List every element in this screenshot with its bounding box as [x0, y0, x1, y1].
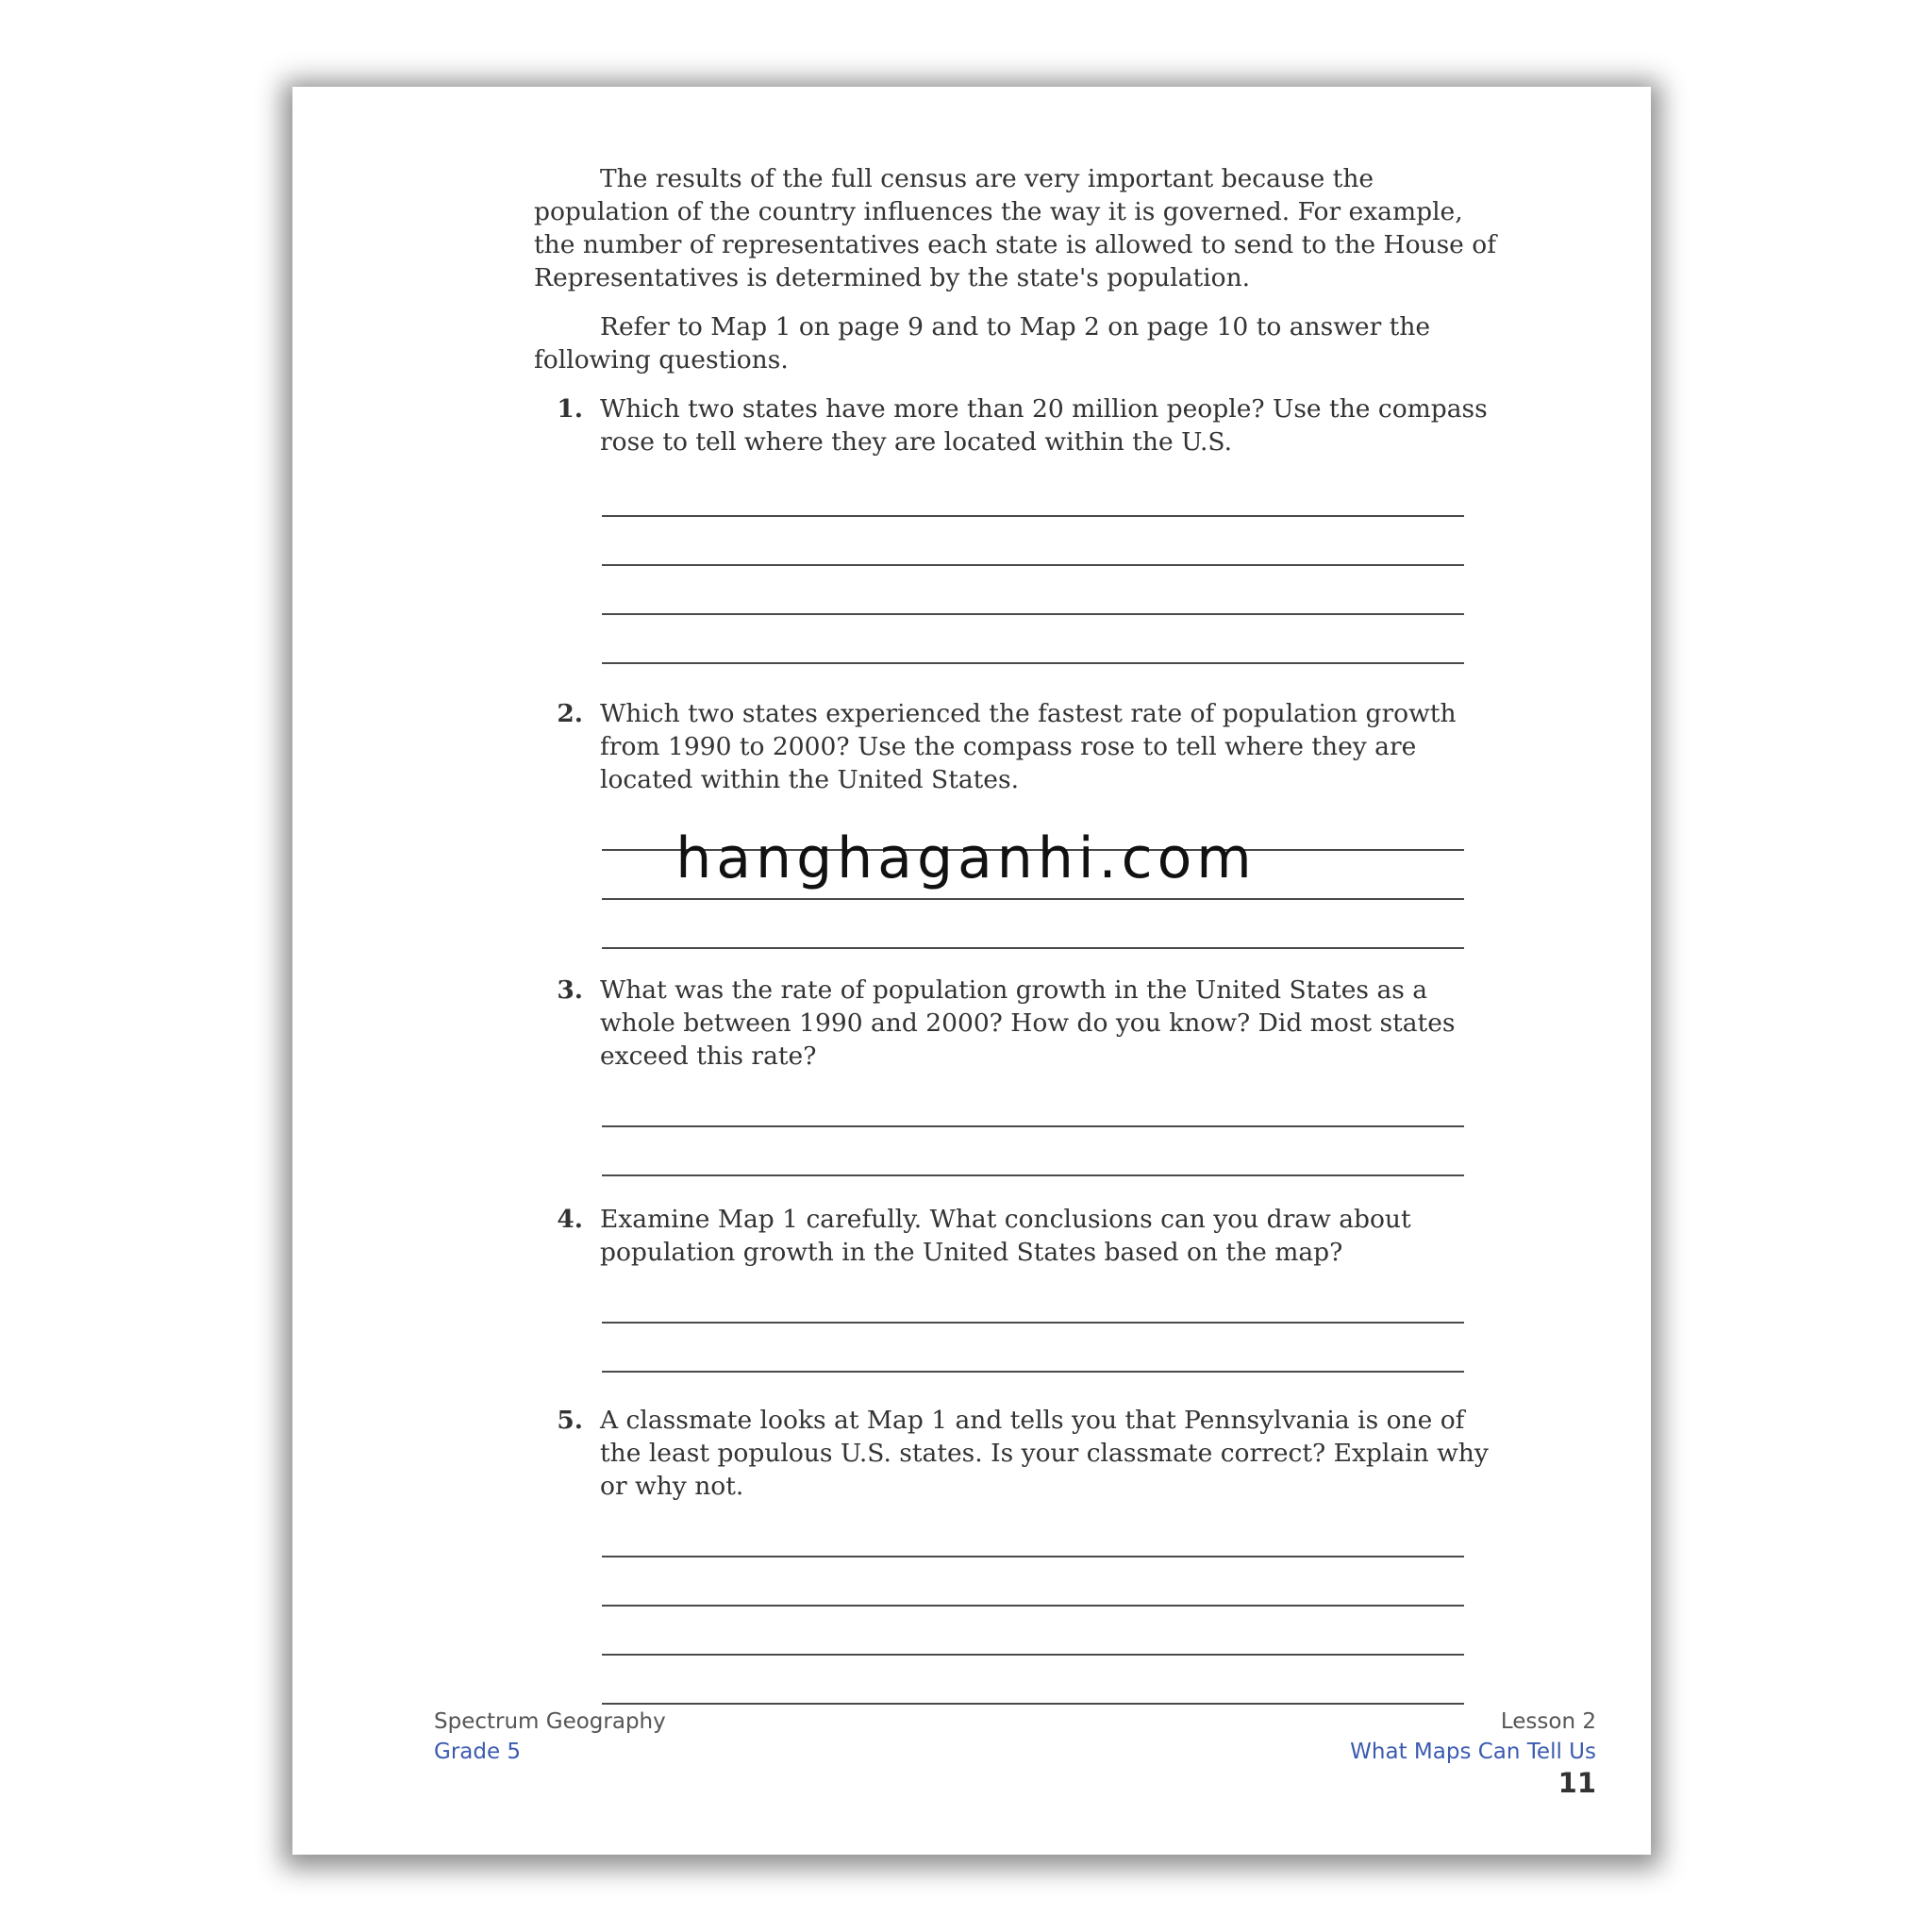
footer-lesson-info — [1350, 1707, 1596, 1799]
question-text: What was the rate of population growth in the United States as a whole between 1990 and 2000? How do you know? Did most states exceed this rate? — [600, 975, 1456, 1071]
question-number: 3. — [557, 975, 583, 1005]
question-text: A classmate looks at Map 1 and tells you that Pennsylvania is one of the least populous U.S. states. Is your classmate correct? Explain why or why not. — [600, 1406, 1489, 1501]
answer-line[interactable] — [602, 615, 1464, 664]
answer-line[interactable] — [602, 1503, 1464, 1557]
answer-line[interactable] — [602, 900, 1464, 949]
footer-book-info — [434, 1707, 666, 1767]
answer-line[interactable] — [602, 1557, 1464, 1607]
question-number: 5. — [557, 1406, 583, 1435]
answer-line[interactable] — [602, 1324, 1464, 1373]
question-5 — [534, 1404, 1506, 1705]
answer-line[interactable] — [602, 1607, 1464, 1656]
answer-line[interactable] — [602, 566, 1464, 615]
question-number: 4. — [557, 1205, 583, 1234]
answer-lines — [602, 1503, 1464, 1705]
question-number: 1. — [557, 394, 583, 424]
question-number: 2. — [557, 699, 583, 728]
lesson-label: Lesson 2 — [1500, 1709, 1596, 1734]
page-number: 11 — [1557, 1767, 1596, 1799]
answer-line[interactable] — [602, 1073, 1464, 1127]
question-2 — [534, 697, 1506, 949]
answer-line[interactable] — [602, 1127, 1464, 1176]
instructions-paragraph: Refer to Map 1 on page 9 and to Map 2 on page 10 to answer the following questions. — [534, 312, 1431, 375]
watermark-text: hanghaganhi.com — [675, 825, 1257, 891]
question-text: Which two states experienced the fastest rate of population growth from 1990 to 2000? Use the compass rose to tell where they are located within the United States. — [600, 699, 1457, 794]
book-title: Spectrum Geography — [434, 1709, 666, 1734]
answer-lines — [602, 1073, 1464, 1176]
answer-line[interactable] — [602, 458, 1464, 517]
lesson-title: What Maps Can Tell Us — [1350, 1740, 1596, 1764]
answer-lines — [602, 1269, 1464, 1373]
worksheet-page — [292, 87, 1651, 1855]
question-text: Examine Map 1 carefully. What conclusions can you draw about population growth in the United States based on the map? — [600, 1205, 1411, 1267]
grade-label: Grade 5 — [434, 1740, 522, 1764]
intro-paragraph: The results of the full census are very important because the population of the country influences the way it is governed. For example, the number of representatives each state is allowed to send to the House of Representatives is determined by the state's population. — [534, 164, 1497, 292]
page-content — [534, 162, 1506, 1705]
answer-line[interactable] — [602, 1656, 1464, 1705]
answer-line[interactable] — [602, 517, 1464, 566]
question-1 — [534, 392, 1506, 664]
question-4 — [534, 1203, 1506, 1373]
answer-lines — [602, 458, 1464, 664]
answer-line[interactable] — [602, 1269, 1464, 1324]
question-text: Which two states have more than 20 million people? Use the compass rose to tell where they are located within the U.S. — [600, 394, 1488, 457]
question-3 — [534, 974, 1506, 1176]
